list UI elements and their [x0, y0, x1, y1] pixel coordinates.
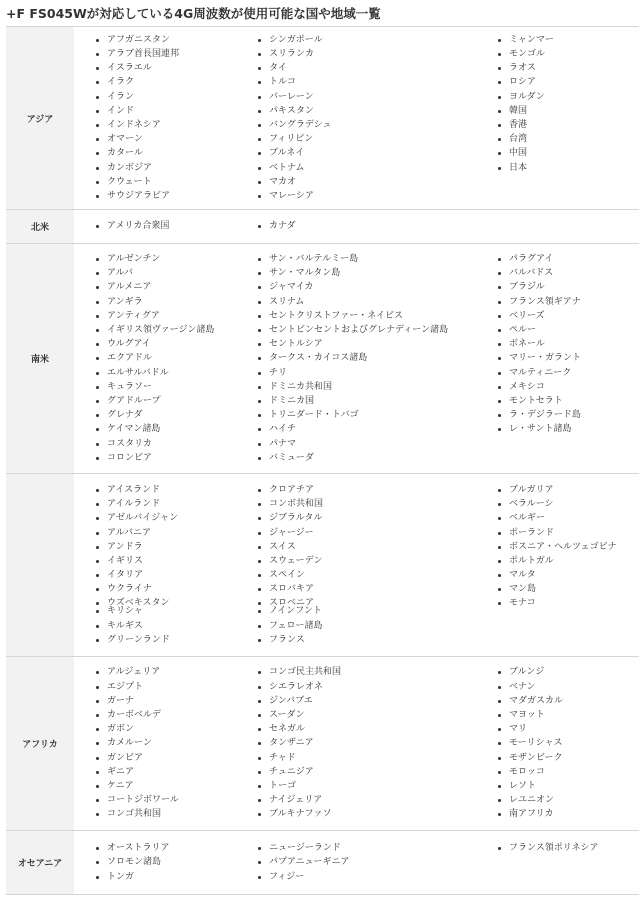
country-table-body [6, 27, 639, 895]
country-item: アラブ首長国連邦 [95, 47, 257, 61]
country-item: コンボ共和国 [257, 497, 497, 511]
country-item: レ・サント諸島 [497, 422, 633, 436]
country-columns [74, 665, 639, 821]
country-item: ドミニカ共和国 [257, 380, 497, 394]
country-column [95, 483, 257, 647]
country-item: モザンビーク [497, 751, 633, 765]
country-item: ベトナム [257, 161, 497, 175]
country-columns-cell [74, 210, 639, 244]
country-list [95, 665, 257, 821]
country-item: フェロー諸島 [257, 619, 497, 633]
country-columns [74, 483, 639, 647]
country-item: ジブラルタル [257, 511, 497, 525]
country-item: ヨルダン [497, 90, 633, 104]
country-item: ケニア [95, 779, 257, 793]
country-item: インドネシア [95, 118, 257, 132]
country-item: タイ [257, 61, 497, 75]
country-item: セントクリストファー・ネイビス [257, 309, 497, 323]
country-column [95, 665, 257, 821]
country-item: アンドラ [95, 540, 257, 554]
country-item: ボネール [497, 337, 633, 351]
country-item: アイスランド [95, 483, 257, 497]
country-columns-cell [74, 474, 639, 657]
country-item: スペイン [257, 568, 497, 582]
country-item: グレナダ [95, 408, 257, 422]
country-item: ベルギー [497, 511, 633, 525]
country-item: エルサルバドル [95, 366, 257, 380]
country-item: マリ [497, 722, 633, 736]
country-item: スロベニア [257, 596, 497, 604]
country-item: アルバニア [95, 526, 257, 540]
country-columns-cell [74, 244, 639, 474]
country-item: カメルーン [95, 736, 257, 750]
country-item: イタリア [95, 568, 257, 582]
country-item: ギニア [95, 765, 257, 779]
country-list [95, 219, 257, 233]
country-item: マダガスカル [497, 694, 633, 708]
country-item: サウジアラビア [95, 189, 257, 203]
country-item: カーボベルデ [95, 708, 257, 722]
country-columns [74, 252, 639, 465]
country-item: マルタ [497, 568, 633, 582]
country-columns [74, 841, 639, 884]
country-item: ペルー [497, 323, 633, 337]
country-column [497, 33, 633, 203]
region-label: アフリカ [6, 657, 74, 831]
country-item: ポーランド [497, 526, 633, 540]
country-item: スリランカ [257, 47, 497, 61]
country-list [497, 665, 633, 821]
region-label: オセアニア [6, 831, 74, 895]
country-item: レソト [497, 779, 633, 793]
region-row-oceania [6, 831, 639, 895]
country-list [95, 33, 257, 203]
country-columns [74, 33, 639, 203]
country-item: コスタリカ [95, 437, 257, 451]
region-row-south-america [6, 244, 639, 474]
region-label: 北米 [6, 210, 74, 244]
country-list [257, 33, 497, 203]
country-list [497, 33, 633, 175]
country-item: イラン [95, 90, 257, 104]
country-item: ウズベキスタン [95, 596, 257, 604]
country-item: バルバドス [497, 266, 633, 280]
country-item: ノインフント [257, 604, 497, 618]
country-column [95, 252, 257, 465]
country-item: カナダ [257, 219, 497, 233]
country-item: ブルガリア [497, 483, 633, 497]
country-item: マカオ [257, 175, 497, 189]
country-column [497, 252, 633, 465]
country-item: モンゴル [497, 47, 633, 61]
country-item: トルコ [257, 75, 497, 89]
country-item: バングラデシュ [257, 118, 497, 132]
country-item: マン島 [497, 582, 633, 596]
region-label: 南米 [6, 244, 74, 474]
country-columns-cell [74, 657, 639, 831]
country-item: レユニオン [497, 793, 633, 807]
country-item: アルゼンチン [95, 252, 257, 266]
region-row-europe [6, 474, 639, 657]
country-item: ラオス [497, 61, 633, 75]
country-item: コンゴ民主共和国 [257, 665, 497, 679]
country-item: アルバ [95, 266, 257, 280]
country-item: セントビンセントおよびグレナディーン諸島 [257, 323, 497, 337]
country-item: イスラエル [95, 61, 257, 75]
country-item: フランス領ギアナ [497, 295, 633, 309]
country-list [497, 252, 633, 436]
country-item: グリーンランド [95, 633, 257, 647]
country-item: モナコ [497, 596, 633, 610]
country-item: ケイマン諸島 [95, 422, 257, 436]
country-item: マルティニーク [497, 366, 633, 380]
country-item: アフガニスタン [95, 33, 257, 47]
country-item: コンゴ共和国 [95, 807, 257, 821]
country-columns [74, 219, 639, 233]
country-item: ナイジェリア [257, 793, 497, 807]
country-list [497, 483, 633, 611]
country-list [257, 252, 497, 465]
country-column [497, 483, 633, 647]
region-row-asia [6, 27, 639, 210]
country-column [257, 665, 497, 821]
country-item: トリニダード・トバゴ [257, 408, 497, 422]
country-item: ハイチ [257, 422, 497, 436]
country-item: ブルネイ [257, 146, 497, 160]
country-item: イギリス [95, 554, 257, 568]
country-item: タンザニア [257, 736, 497, 750]
region-row-north-america [6, 210, 639, 244]
country-item: モロッコ [497, 765, 633, 779]
country-item: フィリピン [257, 132, 497, 146]
country-item: ミャンマー [497, 33, 633, 47]
country-item: ブラジル [497, 280, 633, 294]
country-item: 中国 [497, 146, 633, 160]
country-column [497, 841, 633, 884]
page-title: +F FS045Wが対応している4G周波数が使用可能な国や地域一覧 [6, 6, 381, 21]
country-item: イギリス領ヴァージン諸島 [95, 323, 257, 337]
country-item: マレーシア [257, 189, 497, 203]
country-item: キュラソー [95, 380, 257, 394]
country-item: ガーナ [95, 694, 257, 708]
country-item: ブルキナファソ [257, 807, 497, 821]
country-item: スイス [257, 540, 497, 554]
country-item: ラ・デジラード島 [497, 408, 633, 422]
country-item: ジャージー [257, 526, 497, 540]
country-columns-cell [74, 27, 639, 210]
country-item: ドミニカ国 [257, 394, 497, 408]
country-item: 香港 [497, 118, 633, 132]
country-item: サン・マルタン島 [257, 266, 497, 280]
country-item: 南アフリカ [497, 807, 633, 821]
country-item: オーストラリア [95, 841, 257, 855]
country-item: フィジー [257, 870, 497, 884]
country-item: セントルシア [257, 337, 497, 351]
country-item: スリナム [257, 295, 497, 309]
country-item: コートジボワール [95, 793, 257, 807]
country-column [95, 219, 257, 233]
country-item: アンギラ [95, 295, 257, 309]
country-item: キリシャ [95, 604, 257, 618]
country-item: キルギス [95, 619, 257, 633]
country-item: ブルンジ [497, 665, 633, 679]
country-item: パキスタン [257, 104, 497, 118]
country-item: ウクライナ [95, 582, 257, 596]
country-list [95, 483, 257, 647]
country-list [95, 252, 257, 465]
country-item: 日本 [497, 161, 633, 175]
country-item: スロバキア [257, 582, 497, 596]
country-item: ウルグアイ [95, 337, 257, 351]
country-item: グアドループ [95, 394, 257, 408]
country-item: パプアニューギニア [257, 855, 497, 869]
country-item: ニュージーランド [257, 841, 497, 855]
country-item: メキシコ [497, 380, 633, 394]
country-item: ジャマイカ [257, 280, 497, 294]
country-item: エクアドル [95, 351, 257, 365]
country-item: アメリカ合衆国 [95, 219, 257, 233]
country-item: ボスニア・ヘルツェゴビナ [497, 540, 633, 554]
country-item: ソロモン諸島 [95, 855, 257, 869]
country-item: トーゴ [257, 779, 497, 793]
country-list [257, 483, 497, 647]
country-list [497, 841, 633, 855]
country-item: フランス領ポリネシア [497, 841, 633, 855]
country-item: スーダン [257, 708, 497, 722]
region-label [6, 474, 74, 657]
country-item: ポルトガル [497, 554, 633, 568]
country-item: ロシア [497, 75, 633, 89]
country-item: 韓国 [497, 104, 633, 118]
country-item: フランス [257, 633, 497, 647]
country-item: パナマ [257, 437, 497, 451]
country-column [95, 841, 257, 884]
country-item: カンボジア [95, 161, 257, 175]
country-item: バーレーン [257, 90, 497, 104]
country-item: タークス・カイコス諸島 [257, 351, 497, 365]
country-item: オマーン [95, 132, 257, 146]
country-column [257, 483, 497, 647]
country-item: ベナン [497, 680, 633, 694]
country-item: トンガ [95, 870, 257, 884]
country-item: チュニジア [257, 765, 497, 779]
country-list [257, 841, 497, 884]
country-item: パラグアイ [497, 252, 633, 266]
country-item: アイルランド [95, 497, 257, 511]
country-item: マヨット [497, 708, 633, 722]
country-item: アルメニア [95, 280, 257, 294]
country-item: シエラレオネ [257, 680, 497, 694]
country-item: マリー・ガラント [497, 351, 633, 365]
country-column [257, 219, 497, 233]
country-item: コロンビア [95, 451, 257, 465]
country-item: イラク [95, 75, 257, 89]
country-list [95, 841, 257, 884]
country-item: インド [95, 104, 257, 118]
country-item: サン・バルテルミー島 [257, 252, 497, 266]
country-item: アゼルバイジャン [95, 511, 257, 525]
country-item: ガボン [95, 722, 257, 736]
country-item: ベラルーシ [497, 497, 633, 511]
country-column [497, 219, 633, 233]
country-table [6, 26, 639, 895]
country-item: アルジェリア [95, 665, 257, 679]
country-item: エジプト [95, 680, 257, 694]
country-item: ジンバブエ [257, 694, 497, 708]
country-item: クロアチア [257, 483, 497, 497]
country-item: ベリーズ [497, 309, 633, 323]
country-column [95, 33, 257, 203]
country-item: チャド [257, 751, 497, 765]
region-label: アジア [6, 27, 74, 210]
country-item: バミューダ [257, 451, 497, 465]
country-item: カタール [95, 146, 257, 160]
country-column [257, 252, 497, 465]
country-list [257, 665, 497, 821]
country-columns-cell [74, 831, 639, 895]
country-item: モーリシャス [497, 736, 633, 750]
country-column [257, 33, 497, 203]
country-item: スウェーデン [257, 554, 497, 568]
country-item: シンガポール [257, 33, 497, 47]
country-item: クウェート [95, 175, 257, 189]
country-column [257, 841, 497, 884]
country-item: アンティグア [95, 309, 257, 323]
country-list [257, 219, 497, 233]
country-item: ガンビア [95, 751, 257, 765]
country-item: チリ [257, 366, 497, 380]
country-column [497, 665, 633, 821]
region-row-africa [6, 657, 639, 831]
country-item: 台湾 [497, 132, 633, 146]
country-item: モントセラト [497, 394, 633, 408]
country-item: セネガル [257, 722, 497, 736]
